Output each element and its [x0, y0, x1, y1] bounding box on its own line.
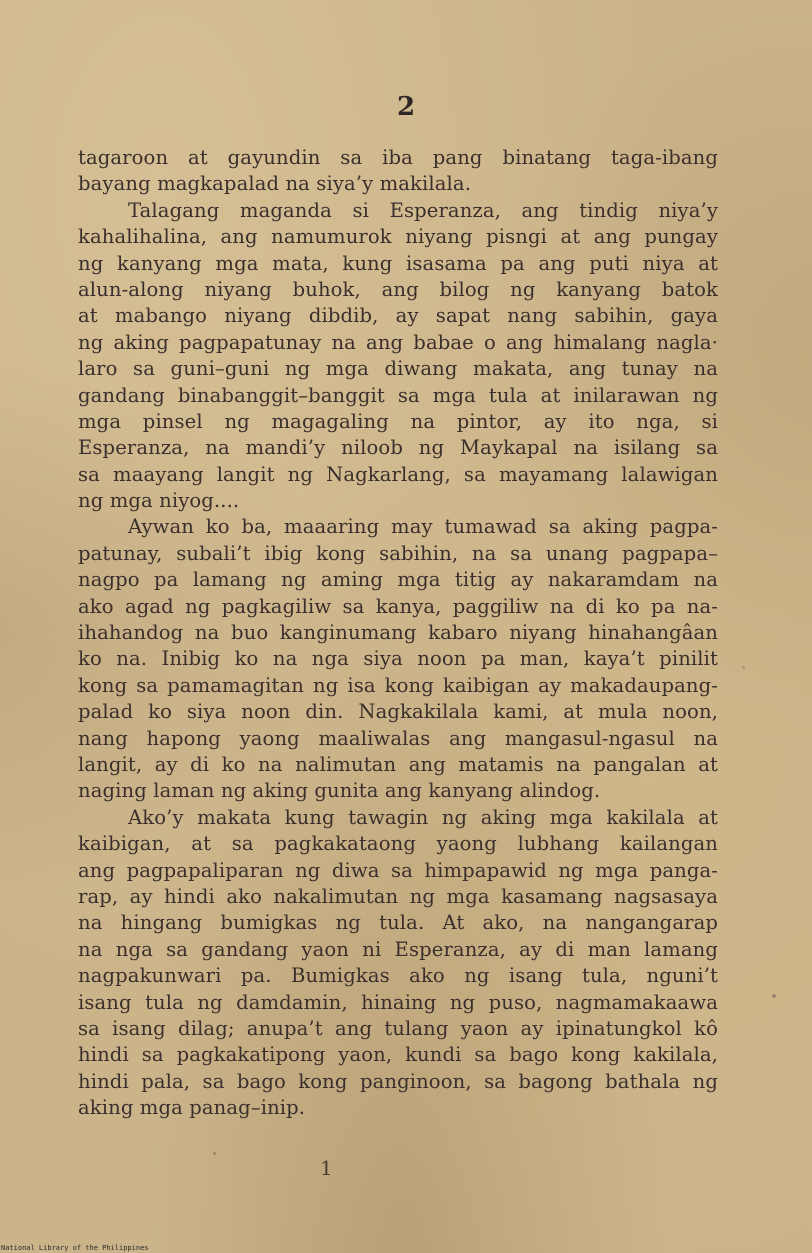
text-line: langit, ay di ko na nalimutan ang matamis na pangalan at [78, 752, 718, 776]
text-line: na hingang bumigkas ng tula. At ako, na nangangarap [78, 911, 718, 935]
text-line: isang tula ng damdamin, hinaing ng puso, nagmamakaawa [78, 990, 718, 1014]
text-line: tagaroon at gayundin sa iba pang binatang taga-ibang [78, 146, 718, 169]
text-line: ako agad ng pagkagiliw sa kanya, paggiliw na di ko pa na- [78, 594, 718, 618]
text-line: nagpo pa lamang ng aming mga titig ay nakaramdam na [78, 568, 718, 592]
library-credit: National Library of the Philippines [1, 1244, 149, 1252]
text-line: palad ko siya noon din. Nagkakilala kami, at mula noon, [78, 700, 718, 724]
body-text [78, 145, 718, 1121]
text-line: hindi pala, sa bago kong panginoon, sa bagong bathala ng [78, 1069, 718, 1093]
page-number: 2 [396, 92, 416, 122]
text-line: Aywan ko ba, maaaring may tumawad sa aking pagpa- [128, 515, 718, 539]
text-line: sa isang dilag; anupa’t ang tulang yaon ay ipinatungkol kô [78, 1016, 718, 1040]
text-line: nagpakunwari pa. Bumigkas ako ng isang tula, nguni’t [78, 964, 718, 988]
paper-speck [772, 994, 776, 998]
text-line: patunay, subali’t ibig kong sabihin, na sa unang pagpapa– [78, 541, 718, 565]
text-line: naging laman ng aking gunita ang kanyang alindog. [78, 779, 601, 803]
paper-speck [742, 666, 745, 669]
text-line: kahalihalina, ang namumurok niyang pisngi at ang pungay [78, 225, 718, 249]
text-line: kong sa pamamagitan ng isa kong kaibigan ay makadaupang- [78, 673, 718, 697]
text-line: na nga sa gandang yaon ni Esperanza, ay di man lamang [78, 937, 718, 961]
text-line: alun-along niyang buhok, ang bilog ng kanyang batok [78, 277, 718, 301]
text-line: Ako’y makata kung tawagin ng aking mga kakilala at [128, 805, 718, 829]
text-line: bayang magkapalad na siya’y makilala. [78, 172, 472, 196]
text-line: mga pinsel ng magagaling na pintor, ay ito nga, si [78, 409, 718, 433]
text-line: ihahandog na buo kanginumang kabaro niyang hinahangâan [78, 621, 718, 645]
text-line: nang hapong yaong maaliwalas ang mangasul-ngasul na [78, 726, 718, 750]
text-line: aking mga panag–inip. [78, 1096, 306, 1120]
footer-mark: 1 [320, 1156, 333, 1180]
text-line: sa maayang langit ng Nagkarlang, sa mayamang lalawigan [78, 462, 718, 486]
text-line: Esperanza, na mandi’y niloob ng Maykapal na isilang sa [78, 436, 718, 460]
text-line: Talagang maganda si Esperanza, ang tindig niya’y [128, 198, 718, 222]
text-line: ng kanyang mga mata, kung isasama pa ang puti niya at [78, 251, 718, 275]
paper-speck [213, 1152, 216, 1155]
text-line: ng aking pagpapatunay na ang babae o ang himalang nagla· [78, 330, 718, 354]
text-line: kaibigan, at sa pagkakataong yaong lubhang kailangan [78, 832, 718, 856]
text-line: ko na. Inibig ko na nga siya noon pa man, kaya’t pinilit [78, 647, 718, 671]
text-line: ng mga niyog.... [78, 489, 240, 513]
text-line: laro sa guni–guni ng mga diwang makata, ang tunay na [78, 357, 718, 381]
text-line: gandang binabanggit–banggit sa mga tula at inilarawan ng [78, 383, 718, 407]
text-line: ang pagpapaliparan ng diwa sa himpapawid ng mga panga- [78, 858, 718, 882]
text-line: rap, ay hindi ako nakalimutan ng mga kasamang nagsasaya [78, 884, 718, 908]
text-line: at mabango niyang dibdib, ay sapat nang sabihin, gaya [78, 304, 718, 328]
text-line: hindi sa pagkakatipong yaon, kundi sa bago kong kakilala, [78, 1043, 718, 1067]
